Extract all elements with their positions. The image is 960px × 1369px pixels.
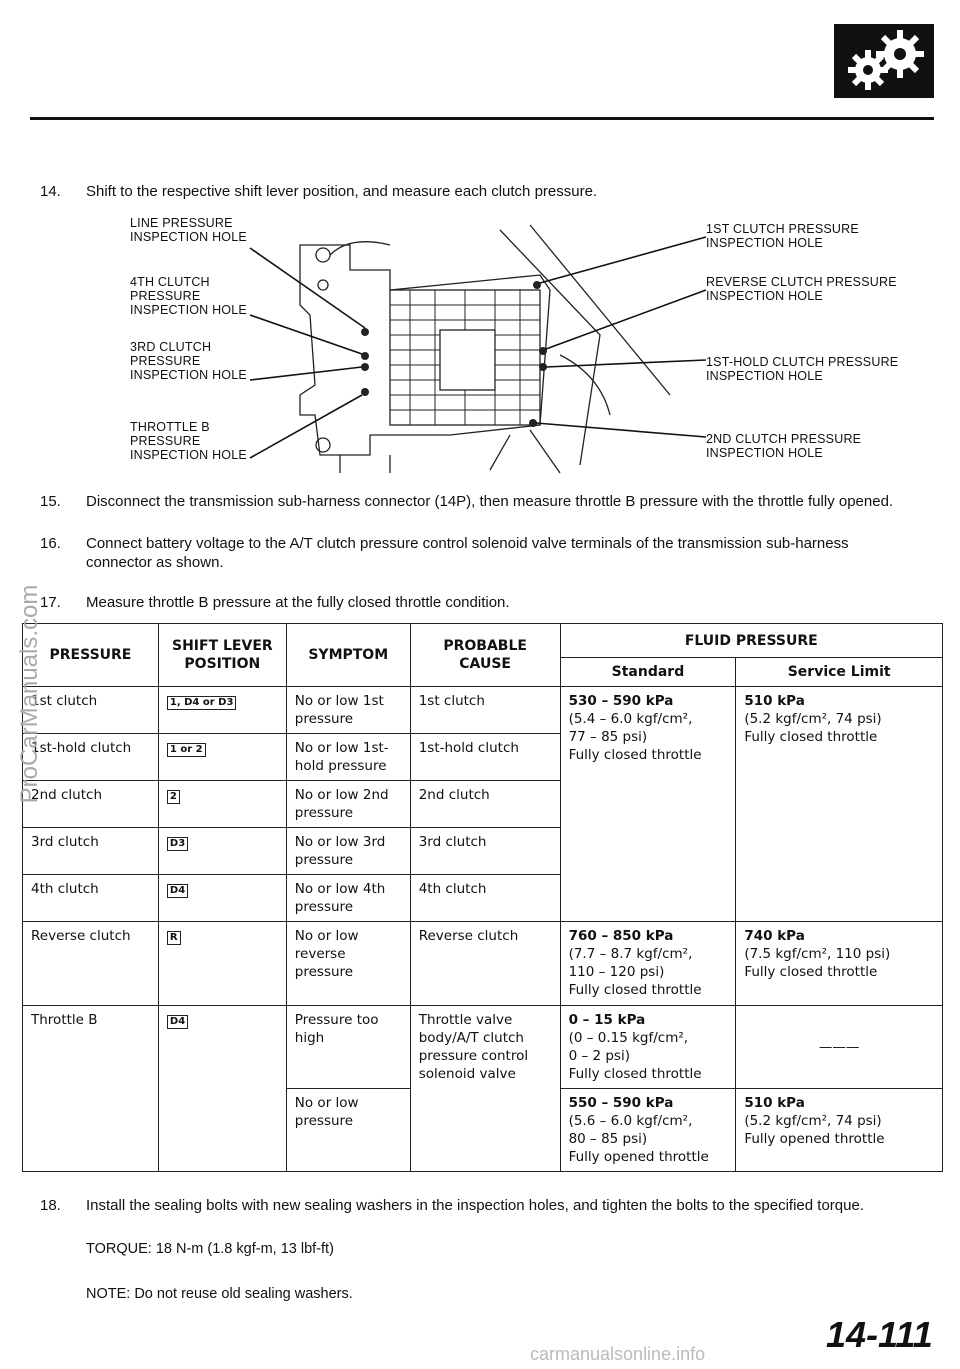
cell-pressure: 2nd clutch	[23, 781, 159, 828]
cell-shift: D4	[158, 875, 286, 922]
cell-shift: R	[158, 922, 286, 1006]
cell-shift: D4	[158, 1006, 286, 1172]
footer-watermark: carmanualsonline.info	[530, 1344, 706, 1364]
cell-symptom: No or low 3rd pressure	[286, 828, 410, 875]
side-watermark: ProCarManuals.com	[16, 584, 43, 804]
cell-cause: Throttle valve body/A/T clutch pressure control solenoid valve	[410, 1006, 560, 1172]
cell-cause: 3rd clutch	[410, 828, 560, 875]
torque-spec: TORQUE: 18 N-m (1.8 kgf-m, 13 lbf-ft)	[86, 1241, 334, 1257]
step-14: 14. Shift to the respective shift lever position, and measure each clutch pressure.	[40, 183, 598, 200]
cell-symptom: Pressure too high	[286, 1006, 410, 1089]
header-shift-lever: SHIFT LEVER POSITION	[158, 624, 286, 687]
cell-symptom: No or low 2nd pressure	[286, 781, 410, 828]
step-15: 15. Disconnect the transmission sub-harness connector (14P), then measure throttle B pressure with the throttle fully opened.	[40, 493, 894, 510]
cell-symptom: No or low pressure	[286, 1089, 410, 1172]
cell-pressure: Throttle B	[23, 1006, 159, 1172]
cell-limit-reverse: 740 kPa (7.5 kgf/cm², 110 psi) Fully closed throttle	[736, 922, 943, 1006]
header-fluid-pressure: FLUID PRESSURE	[560, 624, 942, 658]
note-text: NOTE: Do not reuse old sealing washers.	[86, 1286, 353, 1302]
cell-shift: D3	[158, 828, 286, 875]
cell-pressure: 1st clutch	[23, 687, 159, 734]
cell-pressure: 1st-hold clutch	[23, 734, 159, 781]
header-pressure: PRESSURE	[23, 624, 159, 687]
cell-symptom: No or low 1st pressure	[286, 687, 410, 734]
step-17: 17. Measure throttle B pressure at the fully closed throttle condition.	[40, 594, 510, 611]
cell-cause: 2nd clutch	[410, 781, 560, 828]
cell-cause: Reverse clutch	[410, 922, 560, 1006]
cell-shift: 1, D4 or D3	[158, 687, 286, 734]
label-3rd-clutch: 3RD CLUTCH PRESSURE INSPECTION HOLE	[130, 340, 247, 382]
header-standard: Standard	[560, 658, 736, 687]
cell-pressure: 3rd clutch	[23, 828, 159, 875]
cell-symptom: No or low reverse pressure	[286, 922, 410, 1006]
cell-limit-throttle-low: 510 kPa (5.2 kgf/cm², 74 psi) Fully opened throttle	[736, 1089, 943, 1172]
cell-cause: 1st-hold clutch	[410, 734, 560, 781]
cell-symptom: No or low 1st-hold pressure	[286, 734, 410, 781]
label-1st-clutch: 1ST CLUTCH PRESSURE INSPECTION HOLE	[706, 222, 859, 250]
cell-standard-group1: 530 – 590 kPa (5.4 – 6.0 kgf/cm², 77 – 85 psi) Fully closed throttle	[560, 687, 736, 922]
cell-cause: 4th clutch	[410, 875, 560, 922]
label-2nd-clutch: 2ND CLUTCH PRESSURE INSPECTION HOLE	[706, 432, 862, 460]
label-4th-clutch: 4TH CLUTCH PRESSURE INSPECTION HOLE	[130, 275, 247, 317]
cell-standard-throttle-low: 550 – 590 kPa (5.6 – 6.0 kgf/cm², 80 – 85 psi) Fully opened throttle	[560, 1089, 736, 1172]
cell-standard-reverse: 760 – 850 kPa (7.7 – 8.7 kgf/cm², 110 – 120 psi) Fully closed throttle	[560, 922, 736, 1006]
cell-shift: 1 or 2	[158, 734, 286, 781]
header-rule	[30, 117, 934, 120]
label-reverse-clutch: REVERSE CLUTCH PRESSURE INSPECTION HOLE	[706, 275, 897, 303]
transmission-drawing	[240, 215, 710, 475]
cell-symptom: No or low 4th pressure	[286, 875, 410, 922]
pressure-spec-table	[22, 623, 943, 1172]
header-probable-cause: PROBABLE CAUSE	[410, 624, 560, 687]
table-row	[23, 922, 943, 1006]
cell-limit-throttle-high: ———	[736, 1006, 943, 1089]
step-16: 16. Connect battery voltage to the A/T clutch pressure control solenoid valve terminals of the transmission sub-harness connector as shown.	[40, 535, 849, 571]
header-service-limit: Service Limit	[736, 658, 943, 687]
cell-shift: 2	[158, 781, 286, 828]
cell-cause: 1st clutch	[410, 687, 560, 734]
table-row	[23, 687, 943, 734]
cell-limit-group1: 510 kPa (5.2 kgf/cm², 74 psi) Fully closed throttle	[736, 687, 943, 922]
page-number: 14-111	[826, 1314, 933, 1355]
gears-icon	[834, 24, 934, 98]
table-row	[23, 1006, 943, 1089]
cell-pressure: Reverse clutch	[23, 922, 159, 1006]
label-line-pressure: LINE PRESSURE INSPECTION HOLE	[130, 216, 247, 244]
header-symptom: SYMPTOM	[286, 624, 410, 687]
label-1st-hold-clutch: 1ST-HOLD CLUTCH PRESSURE INSPECTION HOLE	[706, 355, 899, 383]
cell-pressure: 4th clutch	[23, 875, 159, 922]
cell-standard-throttle-high: 0 – 15 kPa (0 – 0.15 kgf/cm², 0 – 2 psi) Fully closed throttle	[560, 1006, 736, 1089]
label-throttle-b: THROTTLE B PRESSURE INSPECTION HOLE	[130, 420, 247, 462]
step-18: 18. Install the sealing bolts with new sealing washers in the inspection holes, and tighten the bolts to the specified torque.	[40, 1197, 864, 1214]
